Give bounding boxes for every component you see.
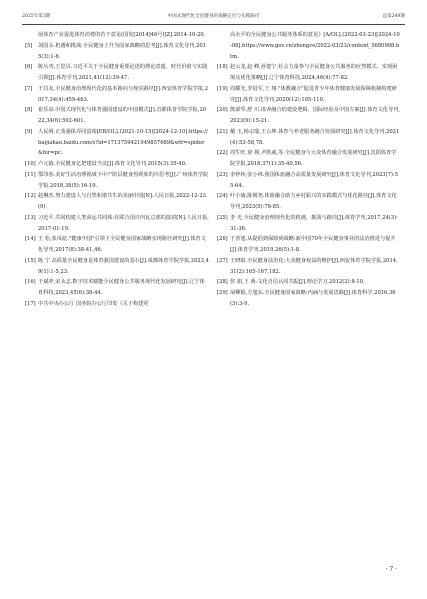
reference-number: [23]: [217, 171, 228, 178]
reference-number: [28]: [217, 279, 228, 286]
reference-text: 王昌友.全民健身治理现代化的基本路向与现实路径[J].西安体育学院学报,2017,34(4):459-463.: [38, 85, 208, 103]
total-issue-label: 总第249期: [382, 14, 405, 19]
reference-item: [25, 105, 209, 127]
reference-number: [22]: [217, 150, 228, 157]
reference-number: [8]: [25, 107, 33, 114]
reference-text: 高水平的全民健身公共服务体系的意见》[A/OL].(2022-03-23)[2024-10-08].https://www.gov.cn/zhengce/2022-03/23/content_5680908.htm.: [230, 32, 400, 60]
reference-number: [16]: [25, 279, 36, 286]
reference-number: [13]: [25, 214, 36, 221]
article-title-header: 中国式现代化全民健身的战略定位与实践路径: [167, 14, 260, 19]
reference-number: [27]: [217, 257, 228, 264]
reference-item: [217, 148, 401, 170]
reference-number: [21]: [217, 128, 228, 135]
reference-text: 李梓林,张小林.我国体旅融合高质量发展研究[J].体育文化导刊,2023(7):55-64.: [230, 171, 399, 189]
reference-text: 于斌冲,宋永志.数字技术赋能全民健身公共服务现代化发展研究[J].辽宁体育科技,2023,45(6):38-44.: [38, 279, 205, 296]
reference-number: [18]: [217, 64, 228, 71]
reference-text: 陈 宁.高质量全民健身是体育强国建设的基石[J].成都体育学院学报,2023,49(1):1-5,23.: [38, 257, 209, 275]
right-reference-column: [217, 30, 401, 310]
reference-item: [25, 170, 209, 192]
reference-number: [17]: [25, 300, 36, 307]
reference-text: 侯 娟,王 萌.文化自信认同共振[J].理论学习,2012(2):8-10.: [230, 279, 365, 286]
reference-text: 李 光.全民健身治理现代化的机遇、挑战与路径[J].体育学刊,2017,24(3):31-36.: [230, 214, 398, 232]
reference-item: [25, 41, 209, 63]
reference-item: [217, 288, 401, 310]
reference-text: 王 松,张凤彪."健康中国"引领下全民健身国家战略实现路径研究[J].体育文化导刊,2017(8):38-41,46.: [38, 236, 206, 253]
running-header: [22, 11, 405, 23]
reference-item: [25, 191, 209, 213]
reference-text: 中共中央办公厅 国务院办公厅印发《关于构建更: [38, 300, 149, 307]
reference-item: [217, 277, 401, 288]
reference-item: [25, 62, 209, 84]
left-reference-column: [25, 30, 209, 310]
reference-item: [217, 213, 401, 235]
reference-number: [24]: [217, 193, 228, 200]
reference-number: [29]: [217, 290, 228, 296]
reference-number: [12]: [25, 193, 36, 200]
reference-text: 周生旺,徐 撑,尹胜威,等.全民健身与大众体育融合发展研究[J].沈阳体育学院学报,2018,37(1):35-40,56.: [230, 150, 397, 167]
reference-text: 于善旭.从提倡到保障到战略:新中国70年全民健身事业的法治推进与提升[J].体育学刊,2019,26(5):1-8.: [230, 236, 396, 253]
issue-label: 2025年第3期: [22, 14, 51, 19]
reference-text: 崔乐泉.中国式现代化与体育强国建设的中国模式[J].首都体育学院学报,2022,34(6):592-601.: [38, 107, 207, 124]
reference-item: [25, 234, 209, 256]
reference-item: [25, 159, 209, 170]
page-number: · 7 ·: [385, 566, 397, 573]
reference-item: [25, 84, 209, 106]
reference-text: 习近平.共同构建人类命运共同体:在联合国日内瓦总部的演讲[N].人民日报,2017-01-19.: [38, 214, 209, 232]
reference-item: [217, 234, 401, 256]
reference-number: [19]: [217, 85, 228, 92]
reference-text: 戴 玉,杨宗瑞,王占坤.体育与养老服务融合发展研究[J].体育文化导刊,2021(4):53-58,78.: [230, 128, 400, 146]
reference-text: 卢元镇.全民健身亿把建设当议[J].体育文化导刊,2015(3):35-40.: [38, 161, 187, 167]
reference-number: [7]: [25, 85, 33, 92]
reference-number: [26]: [217, 236, 228, 243]
reference-text: 赵云龙,赵 峰,孙楚宁.社会力量参与全民健身公共服务的应然模式、实现困境及优化策略[J].辽宁体育科技,2024,46(4):77-82.: [230, 64, 398, 81]
reference-text: 周耀光,李进军,王 翔."体教融合"促进青少年体育健康发展保障机制构建研究[J].体育文化导刊,2020(12):105-110.: [230, 85, 397, 103]
reference-text: 人民网.正茂强体弄同富裕[EB/OL].(2021-10-15)[2024-12-10].https://baijiahao.baidu.com/s?id=1713759421949857689&wfr=spider&for=pc.: [38, 128, 208, 157]
reference-item: [217, 105, 401, 127]
reference-item: [217, 127, 401, 149]
reference-number: [6]: [25, 64, 33, 71]
reference-number: [20]: [217, 107, 228, 114]
reference-text: 赵琳杰.努力建设人与自然和谐共生的美丽中国[N].人民日报,2022-12-23(9).: [38, 193, 206, 210]
reference-number: [10]: [25, 161, 36, 167]
reference-text: 叶小瑜,陈锡尧.体旅融合助力乡村振兴的实践模式与优化路径[J].体育文化导刊,2023(5):78-85.: [230, 193, 397, 210]
reference-item: [217, 191, 401, 213]
reference-item: [217, 30, 401, 62]
reference-item: [217, 256, 401, 278]
reference-number: [11]: [25, 171, 36, 178]
reference-text: 熊梁琴,舒 川.体养融合的建设逻辑、国际经验及中国方案[J].体育文化导刊,2023(9):15-21.: [230, 107, 400, 124]
reference-item: [217, 62, 401, 84]
reference-number: [9]: [25, 128, 33, 135]
reference-item: [217, 84, 401, 106]
reference-number: [25]: [217, 214, 228, 221]
reference-number: [14]: [25, 236, 36, 243]
reference-number: [5]: [25, 42, 33, 49]
reference-item: [25, 30, 209, 41]
reference-number: [15]: [25, 257, 36, 264]
reference-item: [217, 170, 401, 192]
reference-text: 刘国永.机遇和挑战:全民健身上升为国家战略的思考[J].体育文化导刊,2015(3):1-6.: [38, 42, 206, 60]
reference-item: [25, 256, 209, 278]
reference-text: 陈丛刊,王思贝.习近平关于全民健身重要论述的理论意蕴、时代价值与实践引领[J].体育学刊,2021,41(12):39-47.: [38, 64, 208, 81]
reference-text: 王晓琨.全民健身法治化:大众健身权益的维护[J].西安体育学院学报,2014,31(2):165-167,182.: [230, 257, 398, 275]
header-rule: [22, 24, 405, 25]
reference-item: [25, 127, 209, 159]
reference-item: [25, 277, 209, 299]
reference-text: 胡柳娟,方旭东.全民健身国家战略:内涵与发展思路[J].体育科学,2016,36(3):3-9.: [230, 290, 396, 307]
reference-text: 展体育产业促进体育消费的若干意见(国发[2014]46号)[Z].2014-10-20.: [38, 32, 206, 38]
reference-item: [25, 213, 209, 235]
reference-text: 鄂印春.美好生活治理视域下中产阶层健身热现象的冷思考[J].广州体育学院学报,2018,38(5):16-19.: [38, 171, 209, 189]
reference-item: [25, 299, 209, 310]
